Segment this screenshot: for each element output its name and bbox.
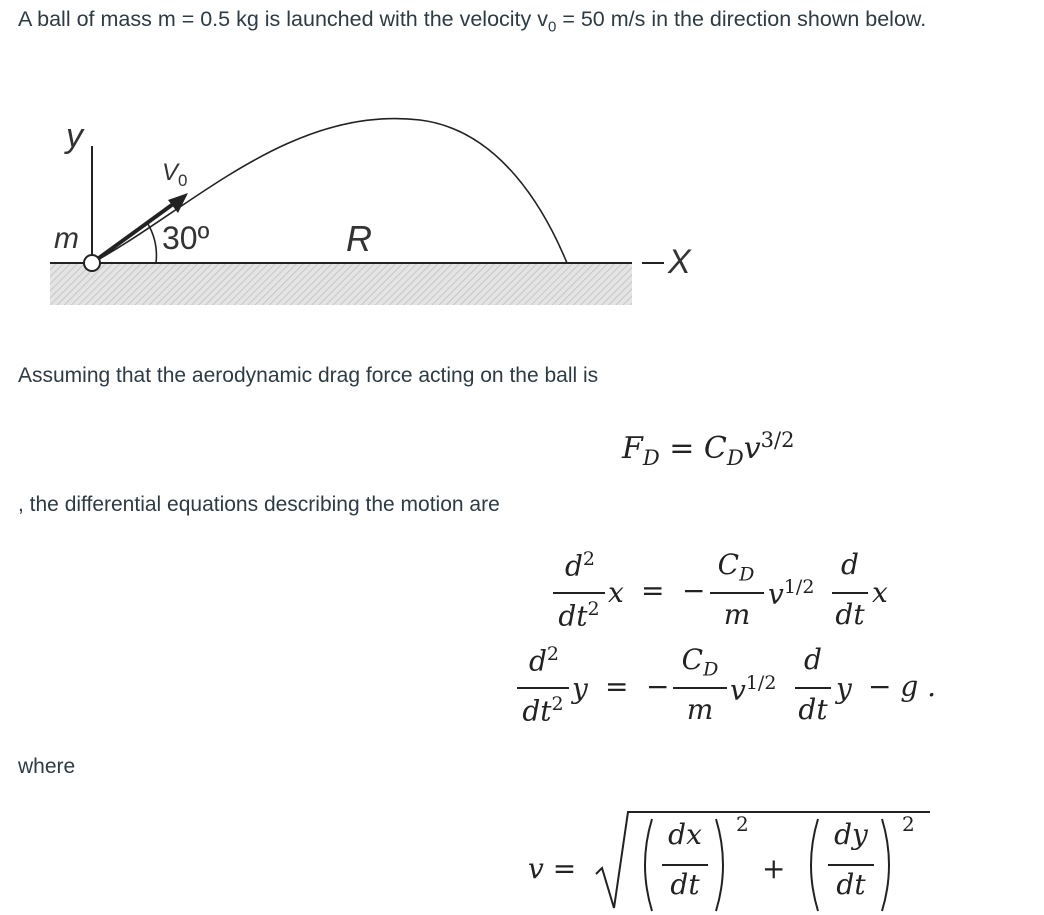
v0-letter: V [162,159,179,186]
v-exp-2: 2 [902,812,915,836]
x-minus: − [682,574,706,607]
x-var2: x [872,576,888,609]
y-vexp: 1/2 [745,672,777,694]
v-dx: dx [668,818,702,851]
x-var: x [608,576,624,609]
x-cd: C [717,548,740,581]
drag-lhs: F [622,431,643,466]
y-m: m [686,693,714,726]
y-cd: C [681,643,704,676]
y-tail: − g . [868,670,937,703]
v-frac-bar-1 [662,864,708,866]
y-v: v [730,673,746,707]
x-dt: dt [835,598,865,631]
v-lhs: v = [528,852,577,885]
intro-suffix: = 50 m/s in the direction shown below. [556,7,927,31]
ball [84,255,100,271]
v-dt-1: dt [670,868,700,901]
x-cd-sub: D [739,563,755,586]
y-d2: d [528,644,547,678]
v-frac-bar-2 [828,864,874,866]
y-dt: dt [798,693,828,726]
v0-subscript: 0 [178,170,188,190]
y-frac-bar-3 [795,687,831,689]
v-dt-2: dt [836,868,866,901]
intro-prefix: A ball of mass m = 0.5 kg is launched with the velocity v [18,7,548,31]
y-d: d [804,643,822,676]
y-var: y [572,672,588,705]
y-equals: = [605,670,629,703]
right-paren-1 [712,815,732,915]
y-axis-label: y [66,117,83,155]
y-frac-bar-2 [673,687,727,689]
y-var2: y [836,672,852,705]
x-frac-bar-3 [832,592,868,594]
drag-force-equation: $F_D = C_Dv^{3/2}$ [622,428,795,470]
y-d2-exp: 2 [546,643,560,665]
diff-intro-text: , the differential equations describing the motion are [18,493,500,516]
angle-arc [148,224,156,263]
drag-lhs-sub: D [642,446,660,470]
left-paren-2 [802,815,822,915]
range-label: R [346,218,372,259]
x-d: d [841,548,859,581]
v0-label [162,159,187,191]
x-dt2: dt [558,599,588,633]
y-frac-bar-1 [517,687,569,689]
mass-label: m [54,222,79,255]
x-equals: = [641,574,665,607]
drag-v: v [743,431,761,466]
x-vexp: 1/2 [783,576,815,598]
where-text: where [18,755,76,778]
x-frac-bar-2 [710,592,764,594]
x-axis-label: X [668,243,691,281]
v-exp-1: 2 [736,812,749,836]
x-d2: d [564,549,583,583]
ground-hatch [50,263,632,305]
x-frac-bar-1 [553,592,605,594]
angle-label: 30º [162,220,210,256]
intro-text [18,7,926,39]
intro-sub: 0 [548,18,557,36]
x-m: m [723,598,751,631]
x-d2-exp: 2 [582,548,596,570]
v-plus: + [762,852,786,885]
y-dt2: dt [522,694,552,728]
v-dy: dy [834,818,868,851]
y-minus: − [646,670,670,703]
drag-exp: 3/2 [760,428,795,452]
right-paren-2 [878,815,898,915]
drag-rhs: C [703,431,727,466]
x-dt2-exp: 2 [587,598,600,620]
y-cd-sub: D [703,658,719,681]
drag-rhs-sub: D [726,446,744,470]
y-dt2-exp: 2 [551,693,564,715]
drag-intro-text: Assuming that the aerodynamic drag force acting on the ball is [18,364,599,387]
left-paren-1 [636,815,656,915]
x-v: v [768,577,784,611]
